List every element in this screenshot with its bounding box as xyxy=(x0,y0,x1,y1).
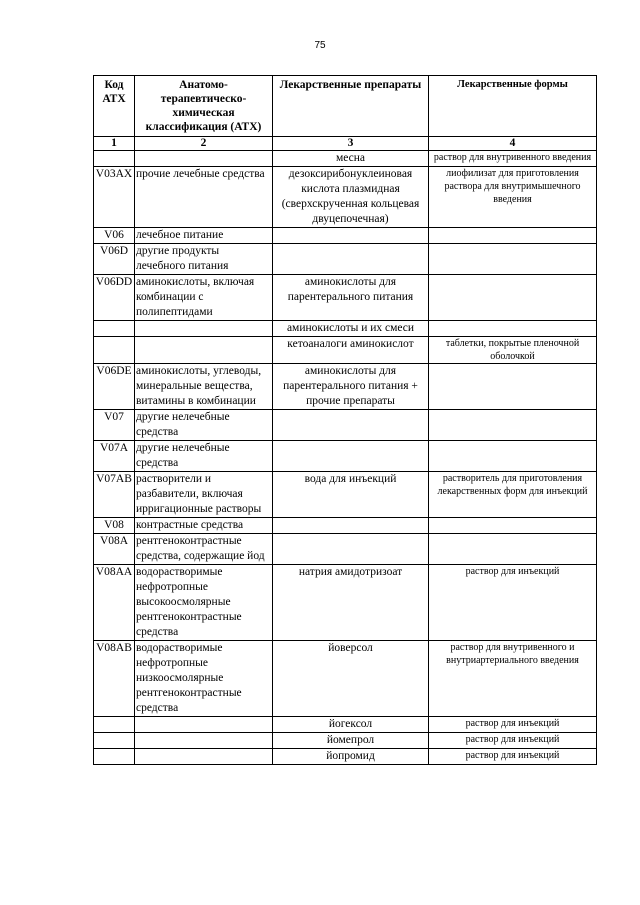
column-number: 3 xyxy=(273,137,429,151)
table-row xyxy=(94,275,597,321)
dosage-form-cell xyxy=(429,244,597,275)
atx-code-cell xyxy=(94,337,135,364)
classification-cell: аминокислоты, включая комбинации с полипептидами xyxy=(135,275,273,321)
atx-table xyxy=(93,75,597,765)
classification-cell: контрастные средства xyxy=(135,518,273,534)
table-row xyxy=(94,641,597,717)
dosage-form-cell xyxy=(429,364,597,410)
atx-code-cell xyxy=(94,717,135,733)
atx-code-cell: V06DD xyxy=(94,275,135,321)
classification-cell xyxy=(135,321,273,337)
dosage-form-cell xyxy=(429,518,597,534)
dosage-form-cell: раствор для внутривенного и внутриартериального введения xyxy=(429,641,597,717)
atx-code-cell: V06 xyxy=(94,228,135,244)
classification-cell: другие нелечебные средства xyxy=(135,410,273,441)
table-row xyxy=(94,733,597,749)
column-number: 4 xyxy=(429,137,597,151)
column-number-row xyxy=(94,137,597,151)
dosage-form-cell: растворитель для приготовления лекарственных форм для инъекций xyxy=(429,472,597,518)
table-row xyxy=(94,534,597,565)
atx-code-cell: V08AB xyxy=(94,641,135,717)
table-row xyxy=(94,518,597,534)
table-row xyxy=(94,364,597,410)
atx-code-cell: V06DE xyxy=(94,364,135,410)
dosage-form-cell: раствор для инъекций xyxy=(429,717,597,733)
classification-cell: прочие лечебные средства xyxy=(135,167,273,228)
atx-code-cell: V03AX xyxy=(94,167,135,228)
classification-cell xyxy=(135,717,273,733)
drug-cell: йомепрол xyxy=(273,733,429,749)
table-row xyxy=(94,410,597,441)
classification-cell xyxy=(135,151,273,167)
drug-cell xyxy=(273,244,429,275)
atx-code-cell xyxy=(94,733,135,749)
header-row xyxy=(94,76,597,137)
table-row xyxy=(94,321,597,337)
dosage-form-cell: лиофилизат для приготовления раствора для внутримышечного введения xyxy=(429,167,597,228)
table-row xyxy=(94,749,597,765)
atx-code-cell: V07A xyxy=(94,441,135,472)
drug-cell: аминокислоты для парентерального питания xyxy=(273,275,429,321)
table-row xyxy=(94,337,597,364)
dosage-form-cell: раствор для инъекций xyxy=(429,733,597,749)
table-row xyxy=(94,151,597,167)
column-number: 1 xyxy=(94,137,135,151)
atx-code-cell xyxy=(94,151,135,167)
classification-cell: аминокислоты, углеводы, минеральные вещества, витамины в комбинации xyxy=(135,364,273,410)
atx-code-cell xyxy=(94,749,135,765)
classification-cell: лечебное питание xyxy=(135,228,273,244)
classification-cell xyxy=(135,733,273,749)
classification-cell: водорастворимые нефротропные высокоосмолярные рентгеноконтрастные средства xyxy=(135,565,273,641)
drug-cell: вода для инъекций xyxy=(273,472,429,518)
table-row xyxy=(94,228,597,244)
drug-cell xyxy=(273,228,429,244)
drug-cell: аминокислоты для парентерального питания + прочие препараты xyxy=(273,364,429,410)
column-number: 2 xyxy=(135,137,273,151)
dosage-form-cell xyxy=(429,534,597,565)
classification-cell: другие нелечебные средства xyxy=(135,441,273,472)
atx-code-cell: V07AB xyxy=(94,472,135,518)
atx-code-cell: V08AA xyxy=(94,565,135,641)
classification-cell xyxy=(135,749,273,765)
dosage-form-cell: раствор для инъекций xyxy=(429,565,597,641)
atx-code-cell: V08 xyxy=(94,518,135,534)
header-drugs: Лекарственные препараты xyxy=(273,76,429,137)
classification-cell: растворители и разбавители, включая ирригационные растворы xyxy=(135,472,273,518)
drug-cell: кетоаналоги аминокислот xyxy=(273,337,429,364)
page-number: 75 xyxy=(314,40,326,51)
drug-cell: йопромид xyxy=(273,749,429,765)
classification-cell xyxy=(135,337,273,364)
classification-cell: другие продукты лечебного питания xyxy=(135,244,273,275)
drug-cell: месна xyxy=(273,151,429,167)
atx-code-cell: V07 xyxy=(94,410,135,441)
drug-cell xyxy=(273,518,429,534)
table-row xyxy=(94,441,597,472)
dosage-form-cell xyxy=(429,275,597,321)
drug-cell xyxy=(273,534,429,565)
table-row xyxy=(94,472,597,518)
drug-cell: аминокислоты и их смеси xyxy=(273,321,429,337)
drug-cell: йогексол xyxy=(273,717,429,733)
dosage-form-cell xyxy=(429,410,597,441)
header-code: Код АТХ xyxy=(94,76,135,137)
dosage-form-cell xyxy=(429,441,597,472)
table-row xyxy=(94,717,597,733)
dosage-form-cell: таблетки, покрытые пленочной оболочкой xyxy=(429,337,597,364)
drug-cell: йоверсол xyxy=(273,641,429,717)
dosage-form-cell xyxy=(429,321,597,337)
classification-cell: рентгеноконтрастные средства, содержащие йод xyxy=(135,534,273,565)
drug-cell xyxy=(273,441,429,472)
atx-code-cell xyxy=(94,321,135,337)
dosage-form-cell: раствор для инъекций xyxy=(429,749,597,765)
table-row xyxy=(94,565,597,641)
classification-cell: водорастворимые нефротропные низкоосмолярные рентгеноконтрастные средства xyxy=(135,641,273,717)
atx-code-cell: V06D xyxy=(94,244,135,275)
header-forms: Лекарственные формы xyxy=(429,76,597,137)
table-row xyxy=(94,167,597,228)
table-row xyxy=(94,244,597,275)
header-classification: Анатомо-терапевтическо-химическая классификация (АТХ) xyxy=(135,76,273,137)
dosage-form-cell xyxy=(429,228,597,244)
table-body xyxy=(94,151,597,765)
drug-cell: натрия амидотризоат xyxy=(273,565,429,641)
atx-code-cell: V08A xyxy=(94,534,135,565)
dosage-form-cell: раствор для внутривенного введения xyxy=(429,151,597,167)
drug-cell: дезоксирибонуклеиновая кислота плазмидная (сверхскрученная кольцевая двуцепочечная) xyxy=(273,167,429,228)
drug-cell xyxy=(273,410,429,441)
